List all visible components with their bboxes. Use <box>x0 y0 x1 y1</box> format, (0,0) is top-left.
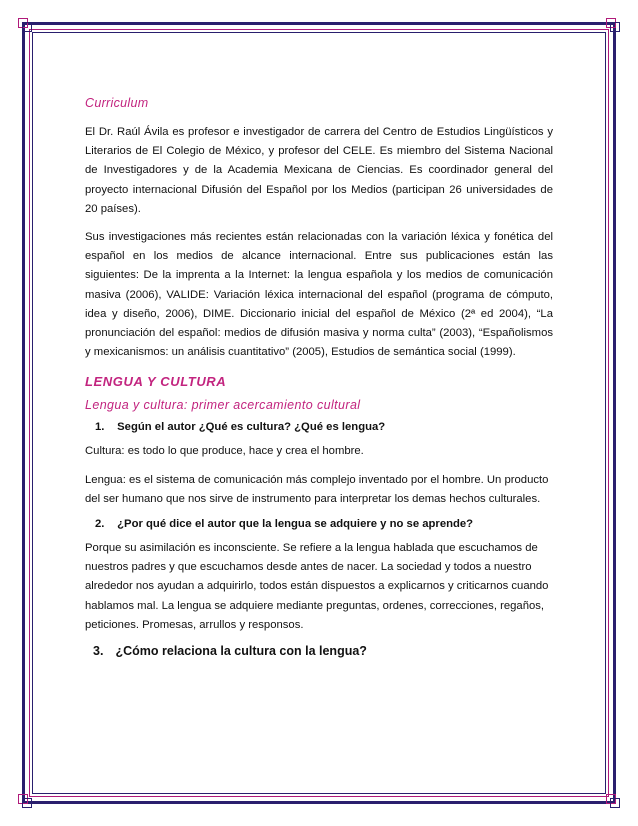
question-text: ¿Cómo relaciona la cultura con la lengua? <box>115 644 367 659</box>
corner-ornament-bottom-left <box>18 794 32 808</box>
question-number: 3. <box>93 644 104 659</box>
bio-paragraph-2: Sus investigaciones más recientes están relacionadas con la variación léxica y fonética del español en los medios de alcance internacional. Entre sus publicaciones están las siguientes: De la imprenta a la Internet: la lengua española y los medios de comunicación masiva (2006), VALIDE: Variación léxica internacional del español (programa de cómputo, idea y diseño, 2006), DIME. Diccionario inicial del español de México (2ª ed 2004), “La pronunciación del español: medios de difusión masiva y norma culta” (2003), “Españolismos y mexicanismos: un análisis cuantitativo” (2005), Estudios de semántica social (1999). <box>85 231 553 359</box>
answer-paragraph: Porque su asimilación es inconsciente. Se refiere a la lengua hablada que escuchamos de nuestros padres y que escuchamos desde antes de nacer. La sociedad y todos a nuestro alrededor nos ayudan a adquirirlo, todos están dispuestos a explicarnos y criticarnos cuando hablamos mal. La lengua se adquiere mediante preguntas, ordenes, correcciones, regaños, peticiones. Promesas, arrullos y responsos. <box>85 542 549 631</box>
corner-ornament-bottom-right <box>606 794 620 808</box>
question-2 <box>85 518 553 530</box>
corner-ornament-top-right <box>606 18 620 32</box>
bio-paragraph-1: El Dr. Raúl Ávila es profesor e investigador de carrera del Centro de Estudios Lingüísticos y Literarios de El Colegio de México, y profesor del CELE. Es miembro del Sistema Nacional de Investigadores y de la Academia Mexicana de Ciencias. Es coordinador general del proyecto internacional Difusión del Español por los Medios (participan 26 universidades de 20 países). <box>85 126 553 215</box>
corner-ornament-top-left <box>18 18 32 32</box>
main-heading: LENGUA Y CULTURA <box>85 374 227 390</box>
answer-paragraph: Cultura: es todo lo que produce, hace y crea el hombre. <box>85 445 364 458</box>
curriculum-heading: Curriculum <box>85 96 149 110</box>
question-3 <box>85 644 553 658</box>
answer-paragraph: Lengua: es el sistema de comunicación más complejo inventado por el hombre. Un producto del ser humano que nos sirve de instrumento para interpretar los demas hechos culturales. <box>85 473 549 505</box>
question-text: ¿Por qué dice el autor que la lengua se adquiere y no se aprende? <box>117 518 474 531</box>
question-number: 2. <box>95 518 105 531</box>
document-content <box>85 96 553 658</box>
question-text: Según el autor ¿Qué es cultura? ¿Qué es lengua? <box>117 421 386 434</box>
sub-heading: Lengua y cultura: primer acercamiento cultural <box>85 398 361 413</box>
question-1 <box>85 421 553 433</box>
question-number: 1. <box>95 421 105 434</box>
